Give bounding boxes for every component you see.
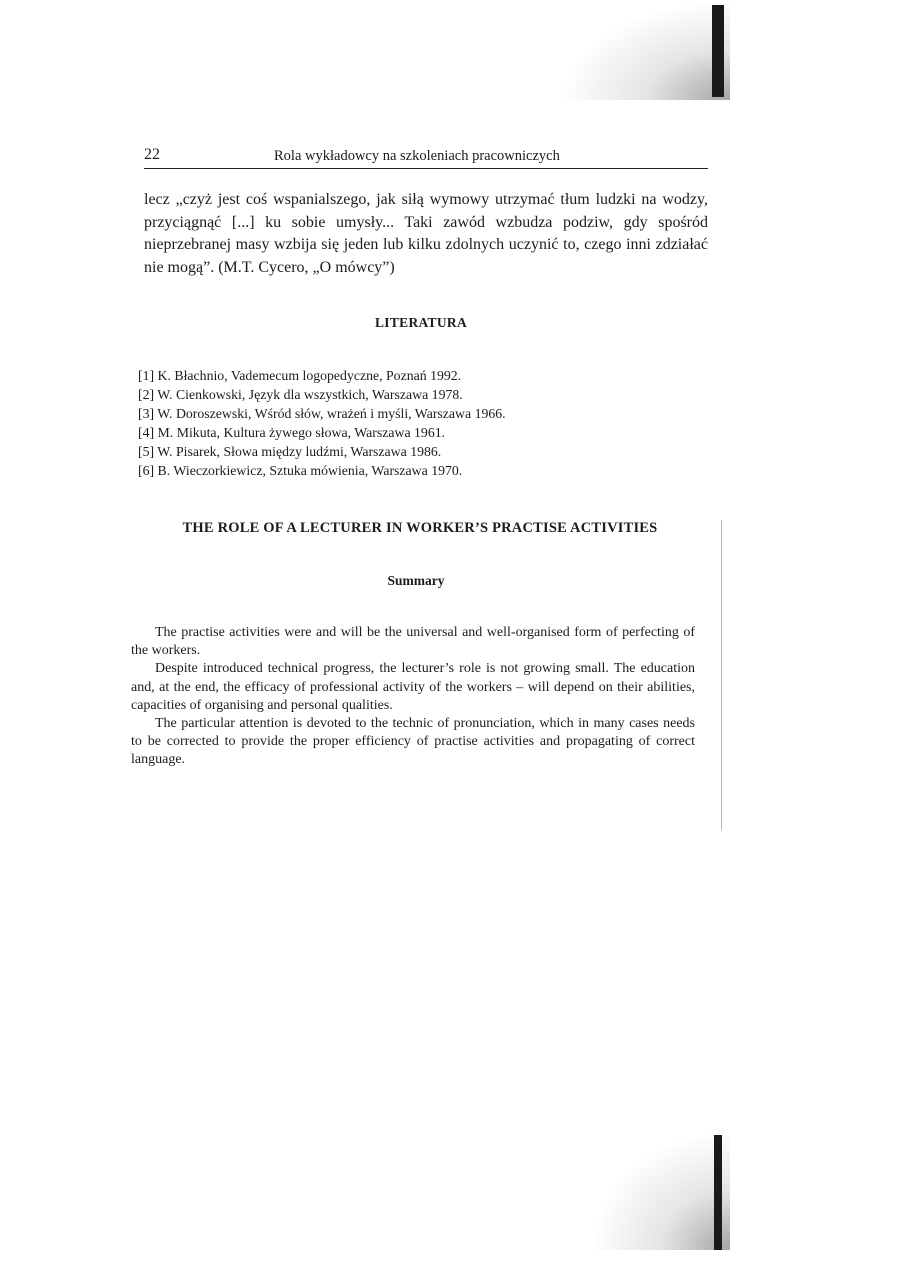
reference-item: [2] W. Cienkowski, Język dla wszystkich, Warszawa 1978. xyxy=(138,387,463,402)
running-title: Rola wykładowcy na szkoleniach pracowniczych xyxy=(274,148,560,164)
quote-paragraph: lecz „czyż jest coś wspanialszego, jak siłą wymowy utrzymać tłum ludzki na wodzy, przyciągnąć [...] ku sobie umysły... Taki zawód wzbudza podziw, gdy spośród nieprzebranej masy wzbija się jeden lub kilku zdolnych uczynić to, czego inni zdziałać nie mogą”. (M.T. Cycero, „O mówcy”) xyxy=(144,191,708,276)
running-header xyxy=(144,146,708,169)
reference-item: [4] M. Mikuta, Kultura żywego słowa, Warszawa 1961. xyxy=(138,425,446,440)
summary-body xyxy=(131,624,695,770)
summary-paragraph: The practise activities were and will be the universal and well-organised form of perfecting of the workers. xyxy=(131,625,695,659)
scan-shadow-bottom xyxy=(590,1130,730,1250)
summary-paragraph: The particular attention is devoted to the technic of pronunciation, which in many cases needs to be corrected to provide the proper efficiency of practise activities and propagating of correct language. xyxy=(131,716,695,768)
scan-shadow-top xyxy=(560,0,730,100)
scan-margin-line xyxy=(721,520,722,830)
page-number: 22 xyxy=(144,146,160,163)
reference-list xyxy=(138,366,598,480)
scan-edge-top xyxy=(712,5,724,97)
summary-heading: Summary xyxy=(387,573,445,588)
summary-paragraph: Despite introduced technical progress, the lecturer’s role is not growing small. The education and, at the end, the efficacy of professional activity of the workers – will depend on their abilities, capacities of organising and personal qualities. xyxy=(131,661,695,713)
reference-item: [6] B. Wieczorkiewicz, Sztuka mówienia, Warszawa 1970. xyxy=(138,463,463,478)
reference-item: [1] K. Błachnio, Vademecum logopedyczne, Poznań 1992. xyxy=(138,368,462,383)
literature-heading: LITERATURA xyxy=(374,315,467,330)
reference-item: [5] W. Pisarek, Słowa między ludźmi, Warszawa 1986. xyxy=(138,444,442,459)
reference-item: [3] W. Doroszewski, Wśród słów, wrażeń i myśli, Warszawa 1966. xyxy=(138,406,506,421)
english-title: THE ROLE OF A LECTURER IN WORKER’S PRACTISE ACTIVITIES xyxy=(182,520,658,536)
scan-edge-bottom xyxy=(714,1135,722,1250)
